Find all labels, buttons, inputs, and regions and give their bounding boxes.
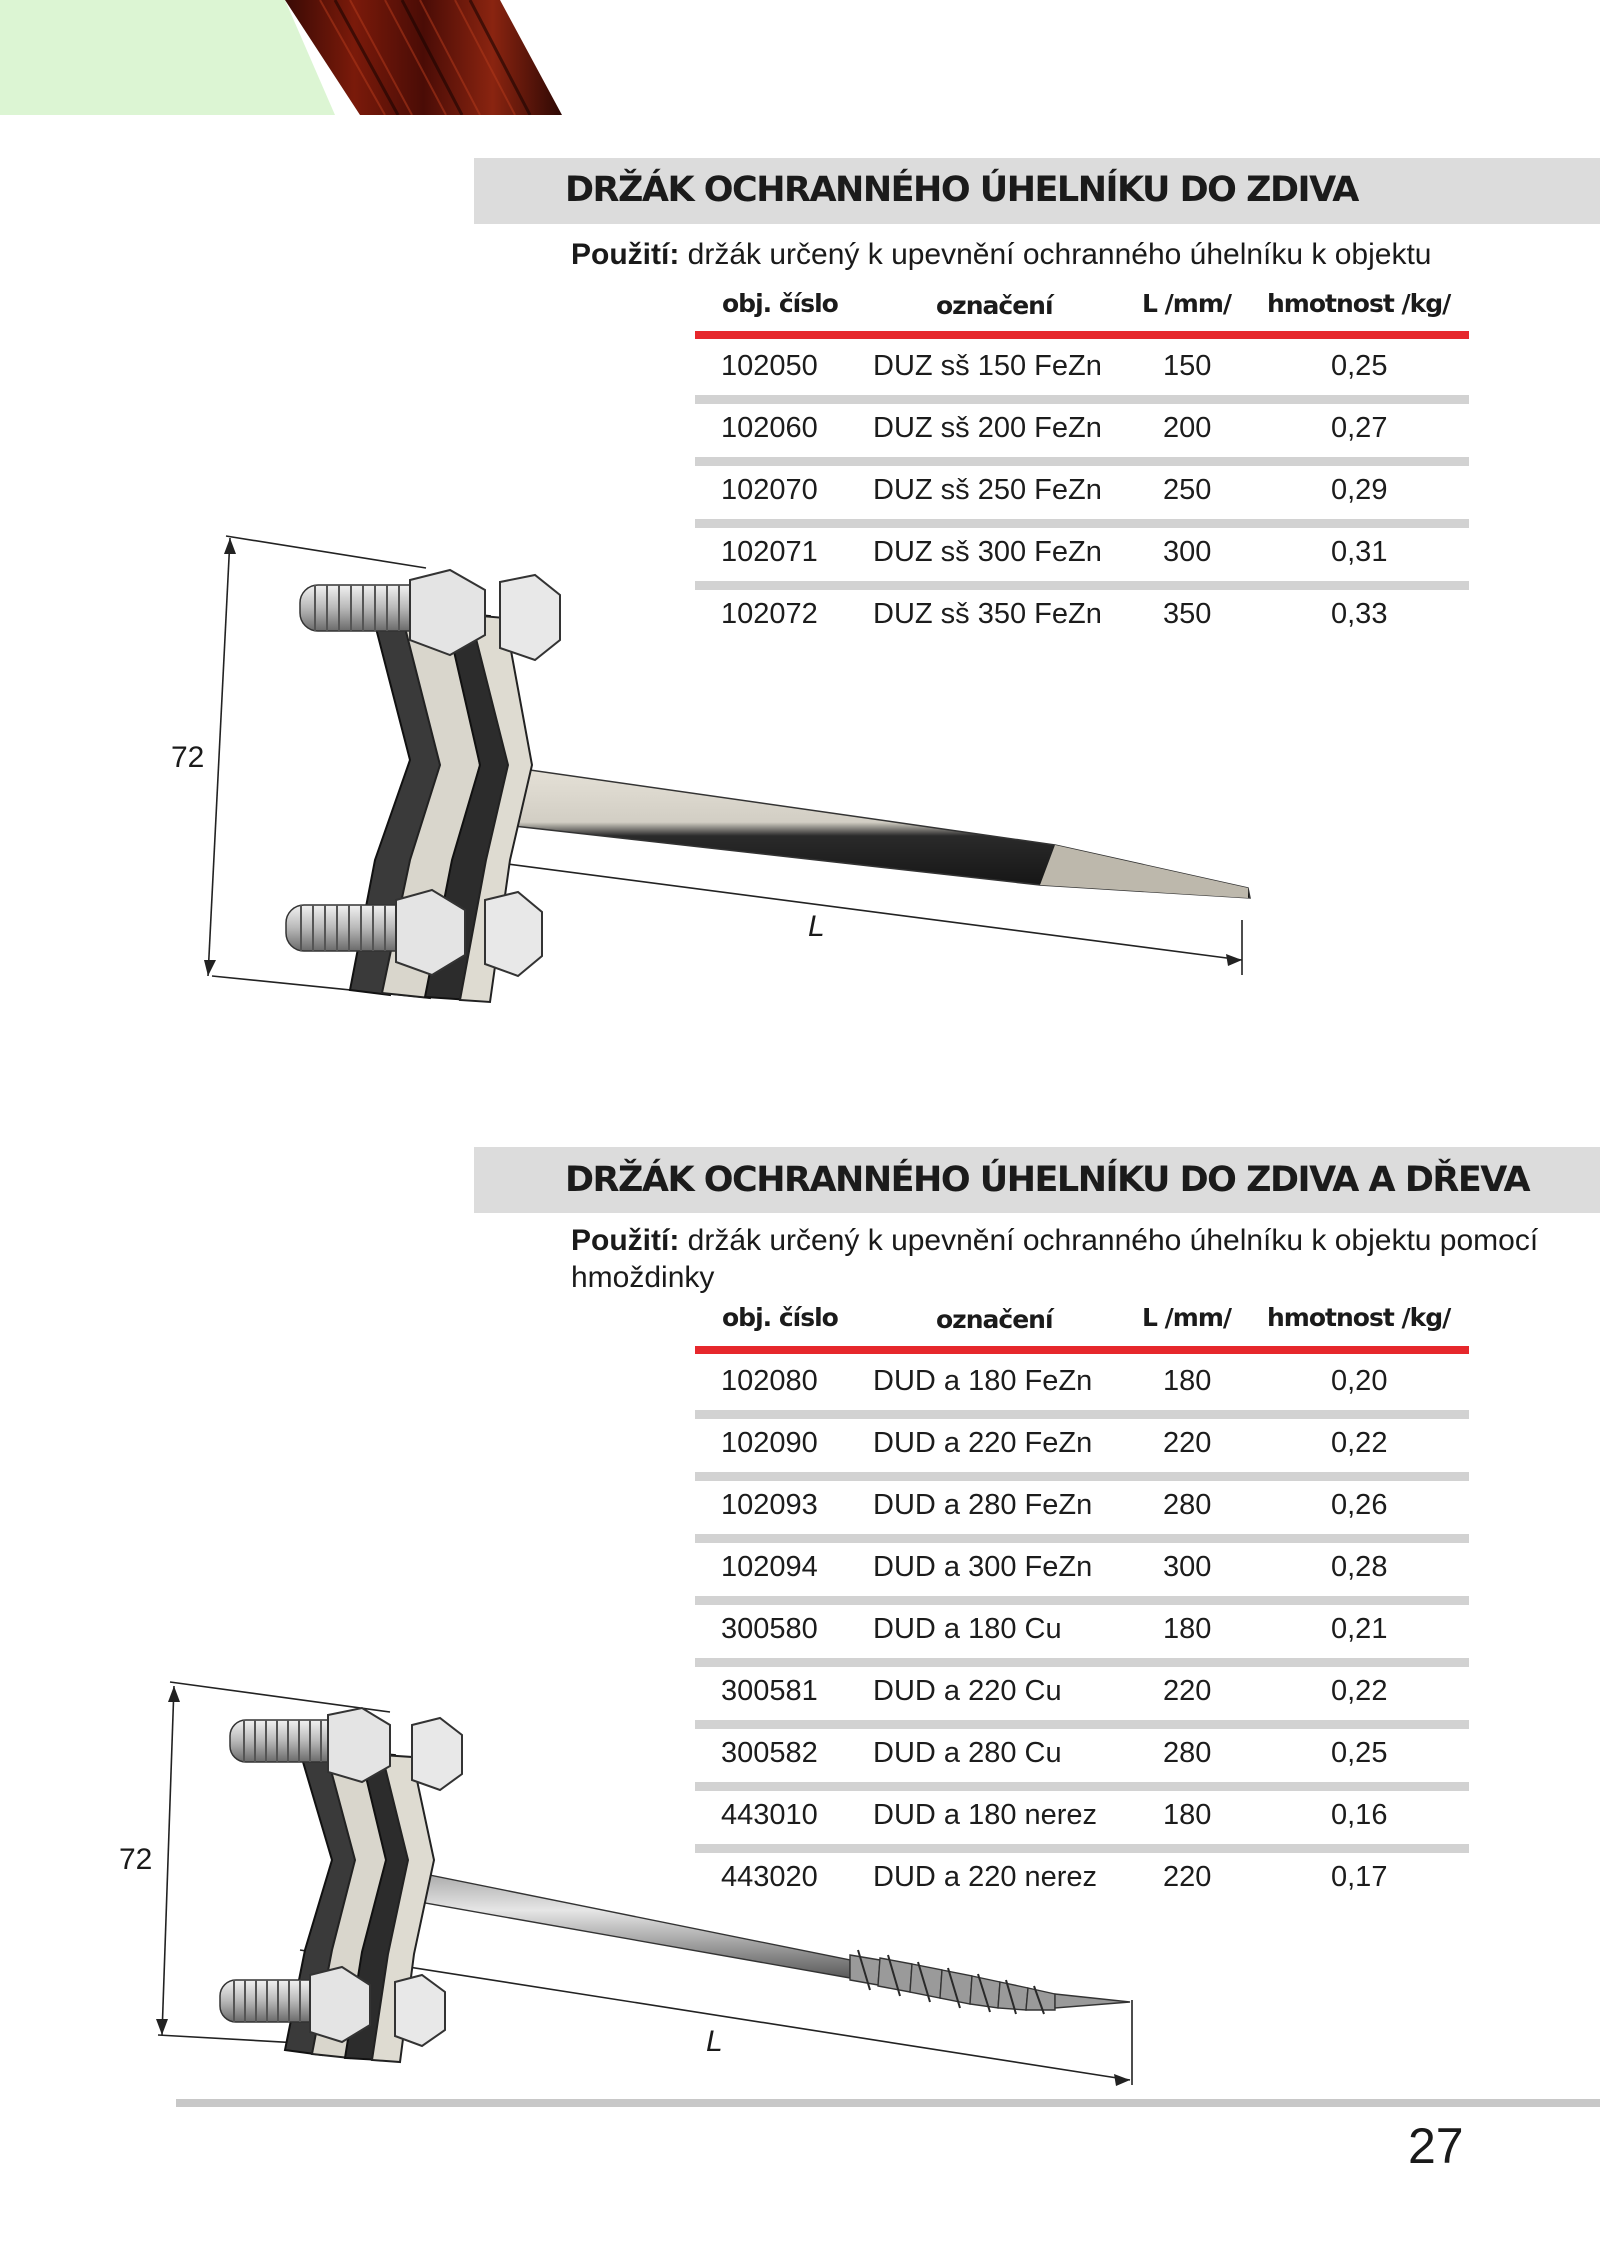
cell-name: DUD a 300 FeZn: [873, 1551, 1093, 1583]
cell-code: 102080: [721, 1365, 818, 1397]
dimension-height-label: 72: [119, 1843, 153, 1876]
table-row: [695, 404, 1469, 466]
cell-length: 220: [1163, 1675, 1212, 1707]
cell-name: DUD a 220 nerez: [873, 1861, 1098, 1893]
row-separator: [695, 1658, 1469, 1667]
row-separator: [695, 1410, 1469, 1419]
cell-weight: 0,26: [1331, 1489, 1388, 1521]
cell-code: 443020: [721, 1861, 818, 1893]
cell-name: DUZ sš 150 FeZn: [873, 350, 1102, 382]
cell-code: 102094: [721, 1551, 818, 1583]
cell-weight: 0,25: [1331, 350, 1388, 382]
cell-name: DUD a 220 FeZn: [873, 1427, 1093, 1459]
cell-name: DUZ sš 350 FeZn: [873, 598, 1102, 630]
section-1-title: DRŽÁK OCHRANNÉHO ÚHELNÍKU DO ZDIVA: [565, 170, 1358, 210]
col-header-weight: hmotnost /kg/: [1267, 1303, 1451, 1332]
section-1-usage: [571, 236, 1571, 273]
cell-length: 280: [1163, 1489, 1212, 1521]
cell-name: DUZ sš 300 FeZn: [873, 536, 1102, 568]
cell-weight: 0,31: [1331, 536, 1388, 568]
usage-text: držák určený k upevnění ochranného úhelníku k objektu: [687, 238, 1432, 271]
cell-weight: 0,22: [1331, 1675, 1388, 1707]
col-header-code: obj. číslo: [722, 289, 838, 318]
cell-weight: 0,29: [1331, 474, 1388, 506]
col-header-weight: hmotnost /kg/: [1267, 289, 1451, 318]
cell-weight: 0,21: [1331, 1613, 1388, 1645]
cell-name: DUD a 280 Cu: [873, 1737, 1062, 1769]
table-row: [695, 1543, 1469, 1605]
cell-weight: 0,27: [1331, 412, 1388, 444]
product-drawing-duz: [160, 520, 1280, 1040]
cell-code: 300581: [721, 1675, 818, 1707]
cell-length: 300: [1163, 536, 1212, 568]
col-header-name: označení: [936, 1305, 1053, 1334]
row-separator: [695, 395, 1469, 404]
cell-name: DUZ sš 200 FeZn: [873, 412, 1102, 444]
dimension-height-label: 72: [171, 741, 205, 774]
cell-code: 443010: [721, 1799, 818, 1831]
dimension-length-label: L: [808, 910, 825, 943]
bolt-bottom: [286, 890, 542, 976]
table-header-rule: [695, 331, 1469, 339]
cell-name: DUD a 180 Cu: [873, 1613, 1062, 1645]
cell-weight: 0,28: [1331, 1551, 1388, 1583]
footer-rule: [176, 2099, 1600, 2107]
cell-length: 220: [1163, 1861, 1212, 1893]
col-header-name: označení: [936, 291, 1053, 320]
usage-label: Použití:: [571, 238, 680, 271]
cell-length: 220: [1163, 1427, 1212, 1459]
cell-weight: 0,33: [1331, 598, 1388, 630]
col-header-code: obj. číslo: [722, 1303, 838, 1332]
table-row: [695, 1419, 1469, 1481]
row-separator: [695, 457, 1469, 466]
cell-length: 350: [1163, 598, 1212, 630]
cell-code: 102072: [721, 598, 818, 630]
cell-code: 300582: [721, 1737, 818, 1769]
cell-weight: 0,22: [1331, 1427, 1388, 1459]
bolt-bottom: [220, 1967, 445, 2046]
row-separator: [695, 1534, 1469, 1543]
cell-code: 102070: [721, 474, 818, 506]
cell-length: 180: [1163, 1799, 1212, 1831]
bolt-top: [300, 570, 560, 660]
section-2-title: DRŽÁK OCHRANNÉHO ÚHELNÍKU DO ZDIVA A DŘEVA: [565, 1160, 1530, 1200]
cell-length: 250: [1163, 474, 1212, 506]
usage-text: držák určený k upevnění ochranného úhelníku k objektu pomocí hmoždinky: [571, 1224, 1539, 1294]
cell-code: 102090: [721, 1427, 818, 1459]
page-number: 27: [1408, 2118, 1464, 2174]
table-row: [695, 466, 1469, 528]
cell-name: DUZ sš 250 FeZn: [873, 474, 1102, 506]
table-row: [695, 342, 1469, 404]
cell-code: 102071: [721, 536, 818, 568]
bolt-top: [230, 1708, 462, 1790]
table-row: [695, 1357, 1469, 1419]
cell-length: 180: [1163, 1613, 1212, 1645]
cell-name: DUD a 280 FeZn: [873, 1489, 1093, 1521]
cell-code: 102050: [721, 350, 818, 382]
cell-code: 102093: [721, 1489, 818, 1521]
usage-label: Použití:: [571, 1224, 680, 1257]
cell-weight: 0,16: [1331, 1799, 1388, 1831]
col-header-length: L /mm/: [1142, 1303, 1231, 1332]
cell-length: 150: [1163, 350, 1212, 382]
cell-name: DUD a 180 nerez: [873, 1799, 1098, 1831]
cell-weight: 0,25: [1331, 1737, 1388, 1769]
cell-name: DUD a 180 FeZn: [873, 1365, 1093, 1397]
table-row: [695, 1481, 1469, 1543]
row-separator: [695, 1596, 1469, 1605]
cell-length: 180: [1163, 1365, 1212, 1397]
cell-length: 200: [1163, 412, 1212, 444]
product-drawing-dud: [150, 1670, 1150, 2090]
table-header-rule: [695, 1346, 1469, 1354]
cell-length: 300: [1163, 1551, 1212, 1583]
cell-code: 102060: [721, 412, 818, 444]
cell-length: 280: [1163, 1737, 1212, 1769]
section-2-usage: [571, 1222, 1571, 1296]
cell-name: DUD a 220 Cu: [873, 1675, 1062, 1707]
col-header-length: L /mm/: [1142, 289, 1231, 318]
dimension-length-label: L: [706, 2025, 723, 2058]
cell-weight: 0,20: [1331, 1365, 1388, 1397]
header-banner: [0, 0, 600, 115]
cell-weight: 0,17: [1331, 1861, 1388, 1893]
row-separator: [695, 1472, 1469, 1481]
cell-code: 300580: [721, 1613, 818, 1645]
table-row: [695, 1605, 1469, 1667]
